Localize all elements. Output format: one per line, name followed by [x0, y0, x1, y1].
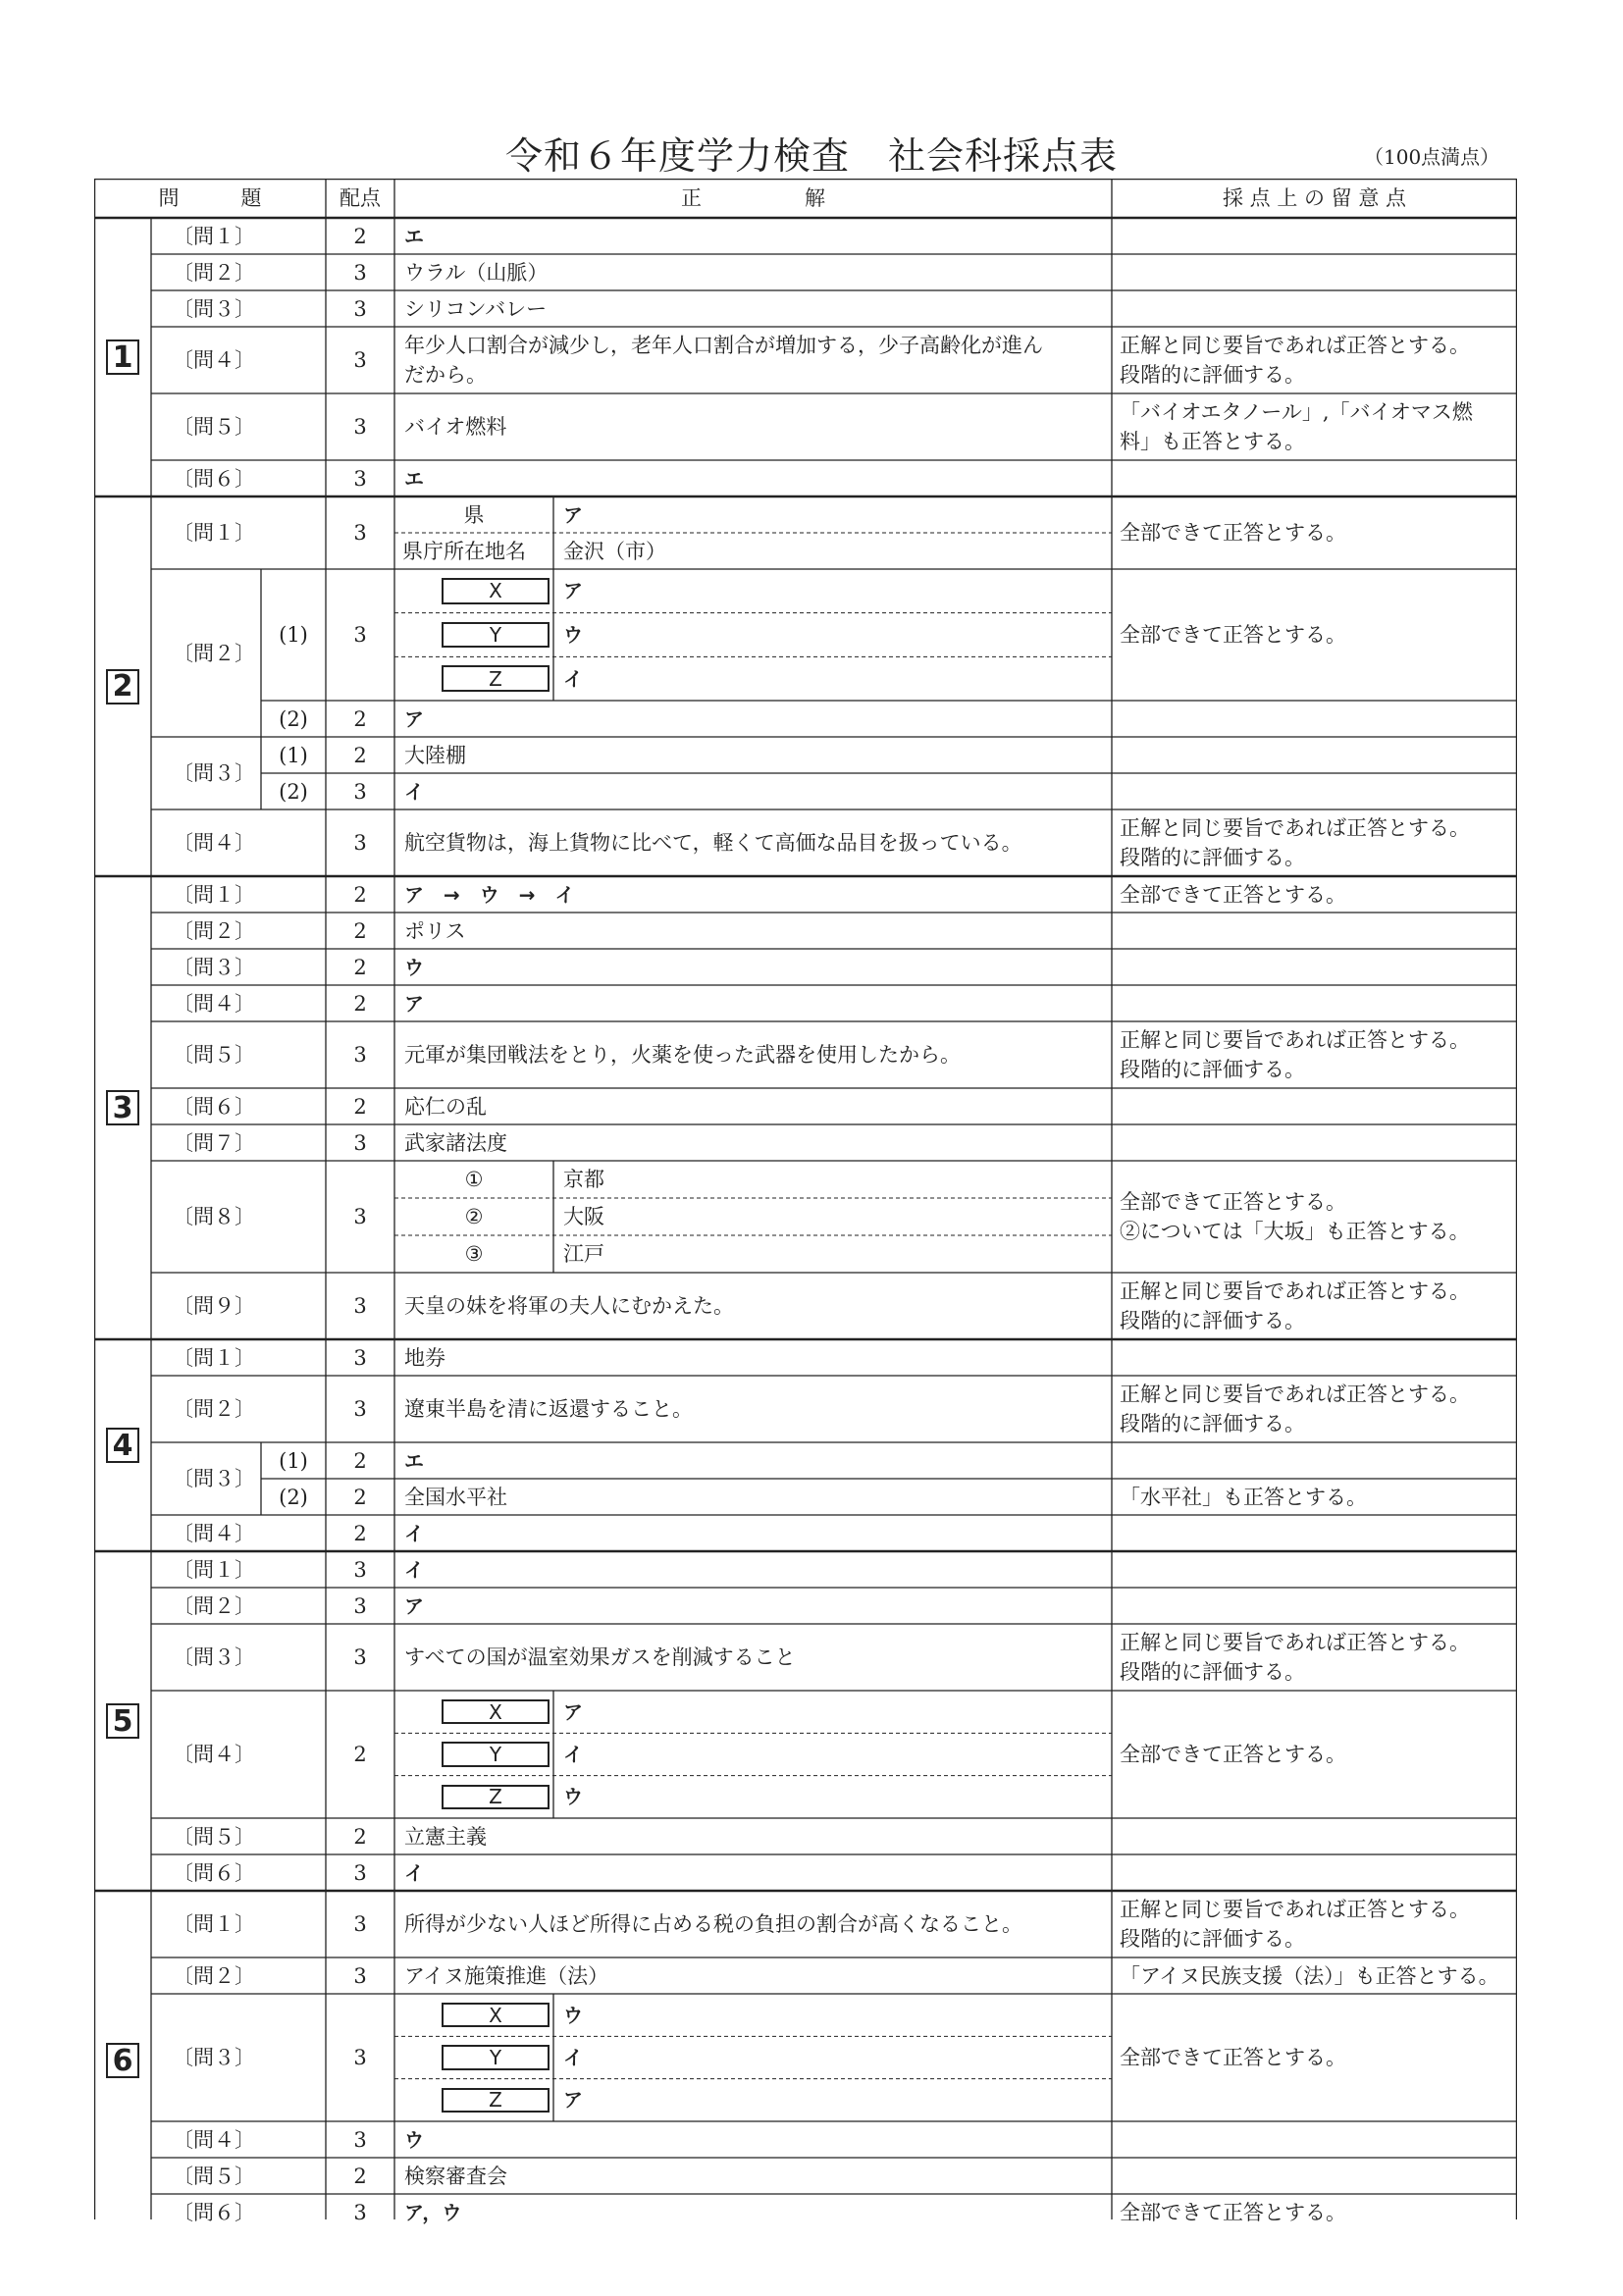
s6-q6-question: 〔問６〕	[173, 2200, 255, 2224]
s4-q2-note-line-2: 段階的に評価する。	[1120, 1412, 1305, 1435]
s3-q9-note-line-1: 正解と同じ要旨であれば正答とする。	[1120, 1279, 1470, 1303]
s3-q5-note-line-1: 正解と同じ要旨であれば正答とする。	[1120, 1028, 1470, 1052]
s6-q2-answer: アイヌ施策推進（法）	[404, 1963, 609, 1988]
s3-q2-answer: ポリス	[404, 918, 466, 943]
s6-q1-note-line-2: 段階的に評価する。	[1120, 1927, 1305, 1951]
s3-q7-question: 〔問７〕	[173, 1130, 255, 1155]
s1-q3-points: 3	[353, 296, 367, 321]
s6-q4-question: 〔問４〕	[173, 2127, 255, 2152]
s5-q1-points: 3	[353, 1557, 367, 1582]
s3-q1-question: 〔問１〕	[173, 882, 255, 907]
s6-q5-answer: 検察審査会	[404, 2164, 507, 2188]
s1-q2-points: 3	[353, 260, 367, 285]
s3-q8-points: 3	[353, 1205, 367, 1228]
full-mark-label: （100点満点）	[1364, 145, 1500, 169]
s4-q2-answer: 遼東半島を清に返還すること。	[404, 1397, 693, 1421]
s4-q3-sub1: (1)	[279, 1448, 308, 1473]
s1-q6-answer: エ	[404, 466, 424, 491]
s4-q2-note	[1112, 1376, 1517, 1442]
header-notes: 採 点 上 の 留 意 点	[1222, 186, 1407, 210]
s3-q1-answer: ア → ウ → イ	[404, 882, 575, 907]
s1-q5-answer: バイオ燃料	[404, 415, 507, 439]
s1-q5-question: 〔問５〕	[173, 415, 255, 439]
s1-q1-points: 2	[353, 224, 367, 248]
s2-q3-sub2: (2)	[279, 779, 308, 804]
s3-q8-value-1: 京都	[563, 1168, 604, 1191]
s2-q3-question: 〔問３〕	[173, 761, 255, 785]
s5-q1-question: 〔問１〕	[173, 1557, 255, 1582]
s5-q4-value-x: ア	[563, 1699, 583, 1724]
s5-q2-points: 3	[353, 1593, 367, 1618]
s3-q7-points: 3	[353, 1130, 367, 1155]
s3-q8-note-line-2: ②については「大坂」も正答とする。	[1120, 1220, 1470, 1243]
s2-q1-label-capital: 県庁所在地名	[402, 539, 526, 563]
s2-q2-sub1-points: 3	[353, 623, 367, 647]
s2-q4-points: 3	[353, 831, 367, 855]
s5-q5-points: 2	[353, 1824, 367, 1849]
s4-q2-note-line-1: 正解と同じ要旨であれば正答とする。	[1120, 1383, 1470, 1406]
s3-q1-note: 全部できて正答とする。	[1120, 882, 1346, 907]
s5-q3-answer: すべての国が温室効果ガスを削減すること	[404, 1645, 796, 1669]
s6-q3-note: 全部できて正答とする。	[1120, 2046, 1346, 2069]
s4-q3-sub1-points: 2	[353, 1448, 367, 1473]
s3-q4-answer: ア	[404, 991, 424, 1016]
s1-q6-question: 〔問６〕	[173, 466, 255, 491]
s6-q3-value-z: ア	[563, 2088, 583, 2113]
s5-q5-question: 〔問５〕	[173, 1824, 255, 1849]
s6-q4-answer: ウ	[404, 2127, 424, 2152]
header-answer: 正 解	[681, 186, 825, 210]
s6-q2-note: 「アイヌ民族支援（法）」も正答とする。	[1120, 1963, 1499, 1988]
s6-q1-note-line-1: 正解と同じ要旨であれば正答とする。	[1120, 1898, 1470, 1921]
s4-q3-sub1-answer: エ	[404, 1448, 424, 1473]
s1-q1-question: 〔問１〕	[173, 224, 255, 248]
s5-q4-question: 〔問４〕	[173, 1743, 255, 1766]
s1-q4-answer-line-2: だから。	[404, 363, 487, 387]
s3-q1-points: 2	[353, 882, 367, 907]
s6-q2-question: 〔問２〕	[173, 1963, 255, 1988]
s2-q4-note-line-2: 段階的に評価する。	[1120, 846, 1305, 869]
s4-q4-answer: イ	[404, 1521, 424, 1545]
s6-q3-value-y: イ	[563, 2045, 583, 2069]
s5-q3-note-line-1: 正解と同じ要旨であれば正答とする。	[1120, 1631, 1470, 1654]
s6-q1-note	[1112, 1891, 1517, 1957]
scoring-table	[94, 179, 1517, 2224]
s2-q2-sub1: (1)	[279, 623, 308, 647]
s2-q2-value-z: イ	[563, 666, 583, 691]
s1-q3-answer: シリコンバレー	[404, 296, 548, 321]
s2-q2-box-y: Y	[442, 622, 550, 649]
s4-q4-question: 〔問４〕	[173, 1521, 255, 1545]
s5-q3-note-line-2: 段階的に評価する。	[1120, 1660, 1305, 1684]
s3-q8-value-3: 江戸	[563, 1242, 604, 1266]
s1-q5-points: 3	[353, 415, 367, 439]
s5-q3-points: 3	[353, 1645, 367, 1669]
s6-q3-box-x: X	[442, 2003, 550, 2027]
s2-q4-question: 〔問４〕	[173, 831, 255, 855]
section-3-number: 3	[106, 1090, 139, 1125]
s6-q1-answer: 所得が少ない人ほど所得に占める税の負担の割合が高くなること。	[404, 1912, 1022, 1936]
s1-q4-note-line-2: 段階的に評価する。	[1120, 363, 1305, 387]
s5-q4-points: 2	[353, 1743, 367, 1766]
s2-q4-answer: 航空貨物は，海上貨物に比べて，軽くて高価な品目を扱っている。	[404, 831, 1022, 855]
s2-q1-note: 全部できて正答とする。	[1120, 521, 1346, 545]
s5-q6-answer: イ	[404, 1860, 424, 1885]
s4-q1-points: 3	[353, 1345, 367, 1370]
s1-q1-answer: エ	[404, 224, 424, 248]
s3-q2-question: 〔問２〕	[173, 918, 255, 943]
s3-q8-key-3: ③	[464, 1242, 484, 1266]
s6-q3-value-x: ウ	[563, 2003, 583, 2027]
s3-q4-points: 2	[353, 991, 367, 1016]
s6-q6-points: 3	[353, 2200, 367, 2224]
s5-q2-answer: ア	[404, 1593, 424, 1618]
s5-q6-points: 3	[353, 1860, 367, 1885]
s6-q1-question: 〔問１〕	[173, 1912, 255, 1936]
s3-q8-key-1: ①	[464, 1168, 484, 1191]
s1-q4-points: 3	[353, 348, 367, 372]
s2-q2-sub2-points: 2	[353, 706, 367, 731]
s1-q6-points: 3	[353, 466, 367, 491]
s2-q1-question: 〔問１〕	[173, 521, 255, 545]
s2-q2-box-z: Z	[442, 665, 550, 692]
s5-q4-box-z: Z	[442, 1785, 550, 1809]
s5-q4-box-y: Y	[442, 1742, 550, 1766]
s1-q2-question: 〔問２〕	[173, 260, 255, 285]
s1-q5-note-line-1: 「バイオエタノール」,「バイオマス燃	[1120, 400, 1473, 424]
s2-q1-label-pref: 県	[463, 502, 485, 527]
s3-q9-points: 3	[353, 1294, 367, 1318]
s2-q2-sub2-answer: ア	[404, 706, 424, 731]
s1-q4-note	[1112, 327, 1517, 393]
s5-q4-value-y: イ	[563, 1742, 583, 1766]
s6-q6-answer: ア，ウ	[404, 2200, 462, 2224]
section-5-number: 5	[106, 1703, 139, 1739]
s3-q9-note-line-2: 段階的に評価する。	[1120, 1309, 1305, 1332]
s3-q8-note-line-1: 全部できて正答とする。	[1120, 1190, 1346, 1214]
s3-q8-value-2: 大阪	[563, 1205, 604, 1228]
s2-q1-points: 3	[353, 521, 367, 545]
s1-q5-note-line-2: 料」も正答とする。	[1120, 430, 1305, 453]
s3-q3-answer: ウ	[404, 955, 424, 979]
s2-q3-sub1: (1)	[279, 743, 308, 767]
s4-q4-points: 2	[353, 1521, 367, 1545]
s3-q9-question: 〔問９〕	[173, 1294, 255, 1318]
s1-q4-note-line-1: 正解と同じ要旨であれば正答とする。	[1120, 334, 1470, 357]
s3-q7-answer: 武家諸法度	[404, 1130, 507, 1155]
s6-q5-question: 〔問５〕	[173, 2164, 255, 2188]
header-points: 配点	[340, 186, 381, 210]
s5-q1-answer: イ	[404, 1557, 424, 1582]
s2-q3-sub2-answer: イ	[404, 779, 424, 804]
s2-q3-sub1-answer: 大陸棚	[404, 743, 466, 767]
s4-q3-sub2-note: 「水平社」も正答とする。	[1120, 1485, 1367, 1509]
s2-q2-box-x: X	[442, 578, 550, 604]
s6-q6-note: 全部できて正答とする。	[1120, 2200, 1346, 2224]
s5-q4-note: 全部できて正答とする。	[1120, 1743, 1346, 1766]
s2-q1-value-pref: ア	[563, 502, 583, 527]
s3-q8-question: 〔問８〕	[173, 1205, 255, 1228]
s5-q3-note	[1112, 1624, 1517, 1691]
s3-q5-question: 〔問５〕	[173, 1043, 255, 1067]
s3-q5-note	[1112, 1021, 1517, 1088]
s5-q6-question: 〔問６〕	[173, 1860, 255, 1885]
s2-q4-note	[1112, 809, 1517, 876]
s1-q4-answer-line-1: 年少人口割合が減少し，老年人口割合が増加する，少子高齢化が進ん	[404, 334, 1043, 357]
s1-q4-answer	[394, 327, 1112, 393]
s6-q3-box-y: Y	[442, 2045, 550, 2069]
s5-q3-question: 〔問３〕	[173, 1645, 255, 1669]
s5-q2-question: 〔問２〕	[173, 1593, 255, 1618]
s3-q3-question: 〔問３〕	[173, 955, 255, 979]
s3-q2-points: 2	[353, 918, 367, 943]
s3-q6-answer: 応仁の乱	[404, 1094, 487, 1119]
s2-q2-sub2: (2)	[279, 706, 308, 731]
s3-q3-points: 2	[353, 955, 367, 979]
s3-q5-points: 3	[353, 1043, 367, 1067]
s3-q4-question: 〔問４〕	[173, 991, 255, 1016]
section-1-number: 1	[106, 339, 139, 375]
s6-q4-points: 3	[353, 2127, 367, 2152]
s4-q3-sub2: (2)	[279, 1485, 308, 1509]
s6-q3-question: 〔問３〕	[173, 2046, 255, 2069]
s1-q3-question: 〔問３〕	[173, 296, 255, 321]
s3-q9-answer: 天皇の妹を将軍の夫人にむかえた。	[404, 1294, 734, 1318]
s4-q2-question: 〔問２〕	[173, 1397, 255, 1421]
section-6-number: 6	[106, 2043, 139, 2078]
s5-q4-value-z: ウ	[563, 1785, 583, 1809]
s2-q3-sub1-points: 2	[353, 743, 367, 767]
section-2-number: 2	[106, 669, 139, 704]
section-4-number: 4	[106, 1428, 139, 1463]
s4-q2-points: 3	[353, 1397, 367, 1421]
header-question: 問 題	[158, 186, 262, 210]
s4-q3-sub2-points: 2	[353, 1485, 367, 1509]
s1-q5-note	[1112, 393, 1517, 460]
s4-q3-sub2-answer: 全国水平社	[404, 1485, 507, 1509]
s2-q2-sub1-note: 全部できて正答とする。	[1120, 623, 1346, 647]
s5-q5-answer: 立憲主義	[404, 1824, 487, 1849]
s6-q3-box-z: Z	[442, 2088, 550, 2113]
s6-q2-points: 3	[353, 1963, 367, 1988]
s6-q5-points: 2	[353, 2164, 367, 2188]
s3-q9-note	[1112, 1273, 1517, 1339]
s3-q5-note-line-2: 段階的に評価する。	[1120, 1058, 1305, 1081]
s1-q4-question: 〔問４〕	[173, 348, 255, 372]
s6-q3-points: 3	[353, 2046, 367, 2069]
s4-q1-question: 〔問１〕	[173, 1345, 255, 1370]
s2-q3-sub2-points: 3	[353, 779, 367, 804]
s3-q8-key-2: ②	[464, 1205, 484, 1228]
page-title: 令和６年度学力検査 社会科採点表	[504, 134, 1118, 178]
s4-q1-answer: 地券	[404, 1345, 445, 1370]
s2-q2-question: 〔問２〕	[173, 641, 255, 665]
s6-q1-points: 3	[353, 1912, 367, 1936]
s2-q4-note-line-1: 正解と同じ要旨であれば正答とする。	[1120, 816, 1470, 840]
s1-q2-answer: ウラル（山脈）	[404, 260, 549, 285]
s2-q2-value-x: ア	[563, 579, 583, 603]
s3-q6-question: 〔問６〕	[173, 1094, 255, 1119]
s3-q5-answer: 元軍が集団戦法をとり，火薬を使った武器を使用したから。	[404, 1043, 961, 1067]
s3-q6-points: 2	[353, 1094, 367, 1119]
s3-q8-note	[1112, 1161, 1517, 1273]
s2-q2-value-y: ウ	[563, 622, 583, 647]
s4-q3-question: 〔問３〕	[173, 1467, 255, 1490]
s2-q1-value-capital: 金沢（市）	[563, 539, 666, 563]
s5-q4-box-x: X	[442, 1699, 550, 1724]
